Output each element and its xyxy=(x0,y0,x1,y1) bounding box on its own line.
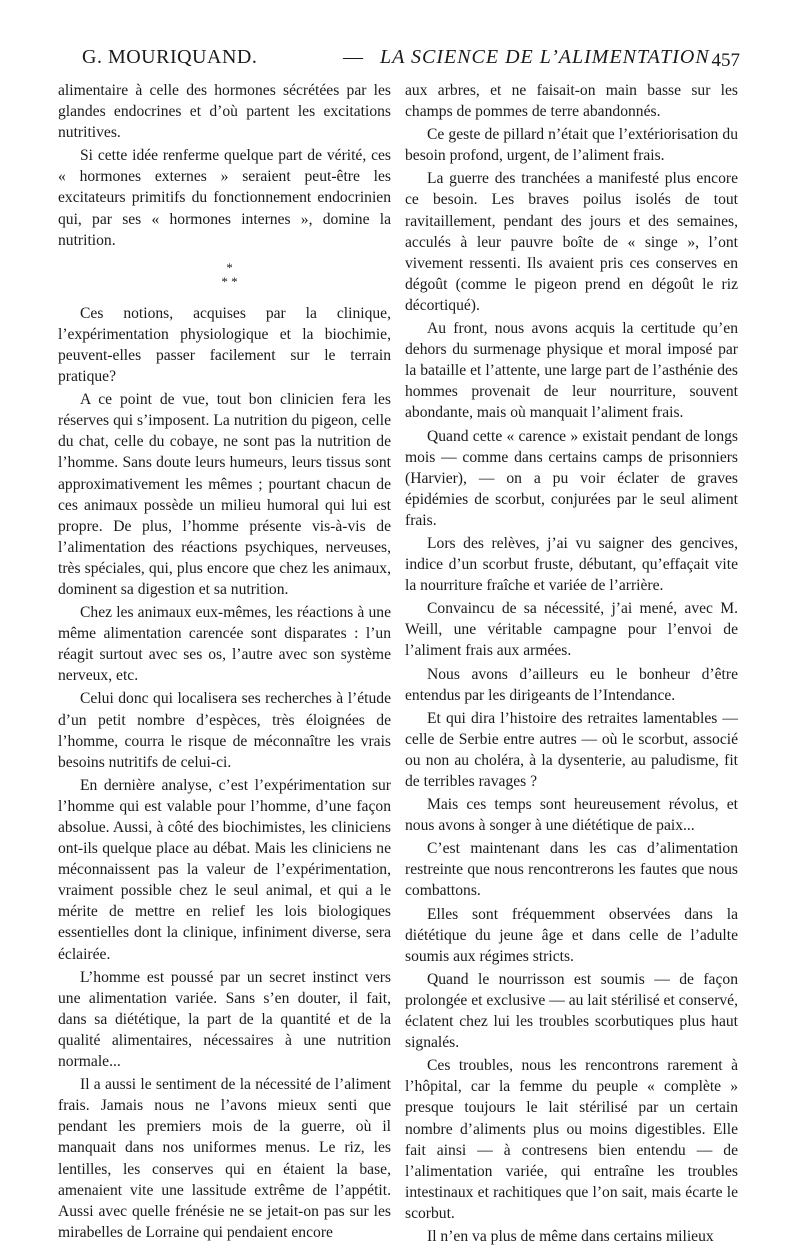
section-separator: * * * xyxy=(221,259,238,289)
paragraph: Lors des relèves, j’ai vu saigner des gencives, indice d’un scorbut fruste, débutant, qu’effaçait vite la nourriture fraîche et variée de l’arrière. xyxy=(405,534,738,595)
paragraph: Convaincu de sa nécessité, j’ai mené, avec M. Weill, une véritable campagne pour l’envoi de l’aliment frais aux armées. xyxy=(405,600,738,660)
paragraph: C’est maintenant dans les cas d’alimentation restreinte que nous rencontrerons les fautes que nous combattons. xyxy=(405,840,738,900)
paragraph: A ce point de vue, tout bon clinicien fera les réserves qui s’imposent. La nutrition du pigeon, celle du chat, celle du cobaye, ne sont pas la nutrition de l’homme. Sans doute leurs humeurs, leurs tissus sont approximativement les mêmes ; pourtant chacun de ces animaux possède un milieu humoral qui lui est propre. De plus, l’homme présente vis-à-vis de l’alimentation des réactions psychiques, nerveuses, très spéciales, qui, plus encore que chez les animaux, dominent sa digestion et sa nutrition. xyxy=(58,391,391,598)
header-author: G. MOURIQUAND. xyxy=(82,46,258,68)
paragraph: La guerre des tranchées a manifesté plus encore ce besoin. Les braves poilus isolés de tout ravitaillement, pendant des jours et des semaines, acculés à leur pauvre boîte de « singe », l’ont vivement ressenti. Ils avaient pris ces conserves en dégoût (comme le pigeon prend en dégoût le riz décortiqué). xyxy=(405,170,738,314)
paragraph: alimentaire à celle des hormones sécrétées par les glandes endocrines et d’où partent les excitations nutritives. xyxy=(58,82,391,142)
paragraph: Mais ces temps sont heureusement révolus, et nous avons à songer à une diététique de paix... xyxy=(405,796,738,835)
running-header xyxy=(60,44,740,78)
header-title: LA SCIENCE DE L’ALIMENTATION xyxy=(380,46,710,68)
paragraph: Quand cette « carence » existait pendant de longs mois — comme dans certains camps de prisonniers (Harvier), — on a pu voir éclater de graves épidémies de scorbut, conjurées par le seul aliment frais. xyxy=(405,427,738,529)
page-number: 457 xyxy=(711,50,740,71)
paragraph: Ces troubles, nous les rencontrons rarement à l’hôpital, car la femme du peuple « complète » presque toujours le lait stérilisé par un certain nombre d’aliments plus ou moins digestibles. Elle fait ainsi — à contresens bien entendu — de l’alimentation variée, qui entraîne les troubles intestinaux et rachitiques que l’on sait, mais écarte le scorbut. xyxy=(405,1057,738,1222)
paragraph: Elles sont fréquemment observées dans la diététique du jeune âge et dans celle de l’adulte soumis aux régimes stricts. xyxy=(405,905,738,965)
paragraph: Chez les animaux eux-mêmes, les réactions à une même alimentation carencée sont disparates : l’un réagit surtout avec ses os, l’autre avec son système nerveux, etc. xyxy=(58,604,391,685)
paragraph: L’homme est poussé par un secret instinct vers une alimentation variée. Sans s’en douter, il fait, dans sa diététique, la part de la quantité et de la qualité alimentaires, nécessaires à une nutrition normale... xyxy=(58,968,391,1071)
paragraph: Celui donc qui localisera ses recherches à l’étude d’un petit nombre d’espèces, très éloignées de l’homme, courra le risque de méconnaître les vrais besoins nutritifs de celui-ci. xyxy=(58,690,391,771)
paragraph: Ce geste de pillard n’était que l’extériorisation du besoin profond, urgent, de l’aliment frais. xyxy=(405,126,738,165)
paragraph: Nous avons d’ailleurs eu le bonheur d’être entendus par les dirigeants de l’Intendance. xyxy=(405,665,738,704)
paragraph: En dernière analyse, c’est l’expérimentation sur l’homme qui est valable pour l’homme, d’une façon absolue. Aussi, à côté des biochimistes, les cliniciens ont-ils quelque place au débat. Mais les cliniciens ne méconnaissent pas la valeur de l’expérimentation, vraiment possible chez le seul animal, et qui a le mérite de mettre en relief les lois biologiques essentielles dont la clinique, infiniment diverse, sera éclairée. xyxy=(58,776,391,963)
paragraph: Si cette idée renferme quelque part de vérité, ces « hormones externes » seraient peut-être les excitateurs primitifs du fonctionnement endocrinien qui, par ses « hormones internes », domine la nutrition. xyxy=(58,147,391,249)
paragraph: Il a aussi le sentiment de la nécessité de l’aliment frais. Jamais nous ne l’avons mieux senti que pendant les premiers mois de la guerre, où il manquait dans nos uniformes menus. Le riz, les lentilles, les conserves qui en étaient la base, amenaient vite une lassitude extrême de l’appétit. Aussi avec quelle frénésie ne se jetait-on pas sur les mirabelles de Lorraine qui pendaient encore xyxy=(58,1076,391,1241)
paragraph: Il n’en va plus de même dans certains milieux xyxy=(427,1227,714,1245)
right-column xyxy=(405,80,738,1249)
paragraph: Et qui dira l’histoire des retraites lamentables — celle de Serbie entre autres — où le scorbut, associé ou non au choléra, à la dysenterie, au paludisme, fit de terribles ravages ? xyxy=(405,709,738,790)
paragraph: Quand le nourrisson est soumis — de façon prolongée et exclusive — au lait stérilisé et conservé, éclatent chez lui les troubles scorbutiques plus haut signalés. xyxy=(405,970,738,1052)
paragraph: aux arbres, et ne faisait-on main basse sur les champs de pommes de terre abandonnés. xyxy=(405,82,738,121)
left-column xyxy=(58,80,391,1245)
paragraph: Ces notions, acquises par la clinique, l’expérimentation physiologique et la biochimie, peuvent-elles passer facilement sur le terrain pratique? xyxy=(58,304,391,386)
header-dash: — xyxy=(343,46,363,68)
paragraph: Au front, nous avons acquis la certitude qu’en dehors du surmenage physique et moral imposé par la bataille et l’attente, une large part de l’asthénie des hommes provenait de leur nourriture, souvent abondante, mais où manquait l’aliment frais. xyxy=(405,320,738,422)
